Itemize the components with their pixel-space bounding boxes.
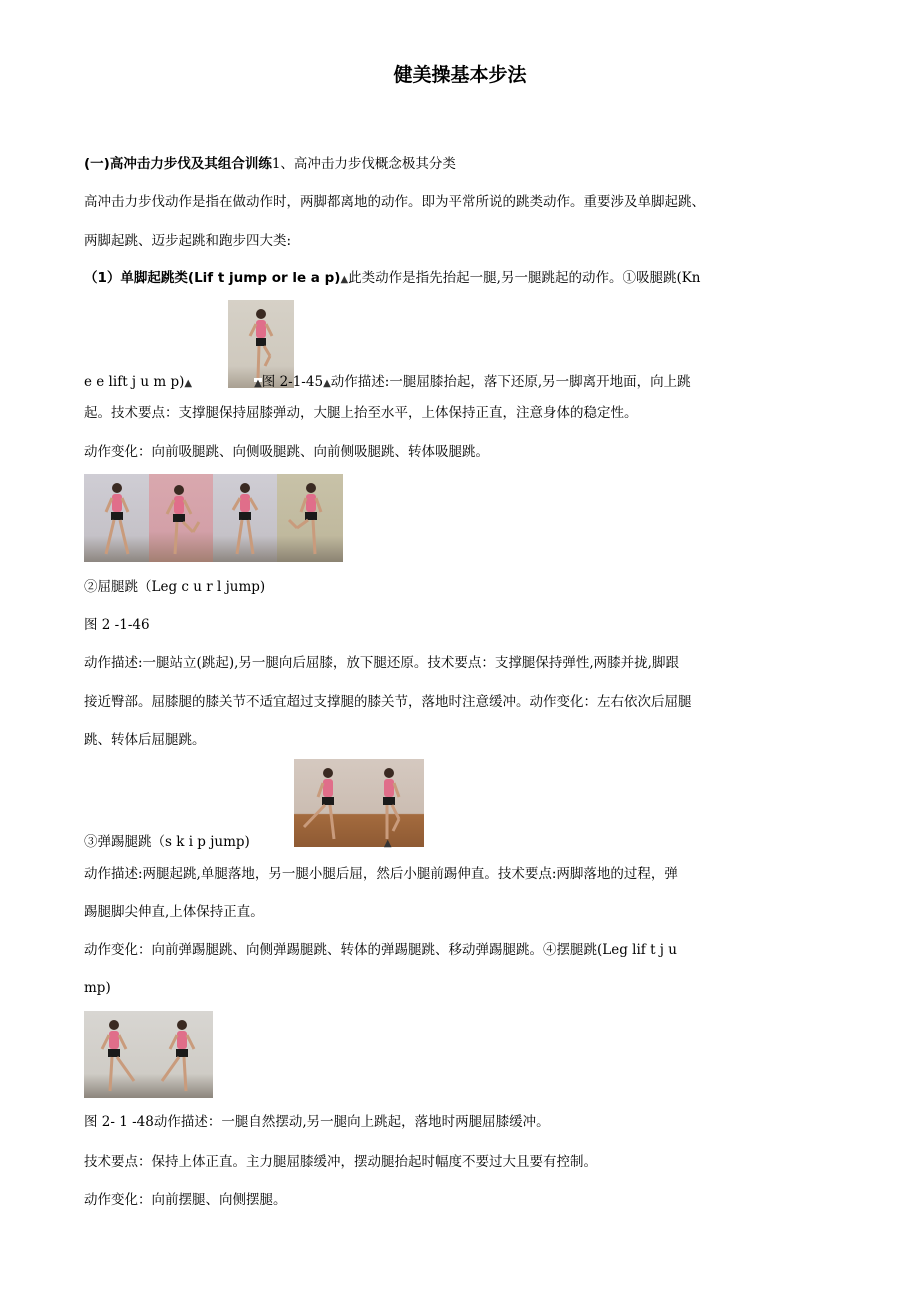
leg-curl-desc-1 xyxy=(84,653,679,673)
intro-line-2: 两脚起跳、迈步起跳和跑步四大类: xyxy=(84,233,292,249)
knee-lift-desc: 动作描述:一腿屈膝抬起，落下还原,另一脚离开地面，向上跳 xyxy=(330,374,691,390)
skip-desc-1: 动作描述:两腿起跳,单腿落地，另一腿小腿后屈，然后小腿前踢伸直。技术要点:两脚落地的过程，弹 xyxy=(84,866,678,882)
section-heading: (一)高冲击力步伐及其组合训练 xyxy=(84,156,272,172)
subsection-1-tail: 此类动作是指先抬起一腿,另一腿跳起的动作。①吸腿跳(Kn xyxy=(348,270,701,286)
knee-lift-prefix: e e lift j u m p) xyxy=(84,374,185,390)
page-title: 健美操基本步法 xyxy=(393,64,527,86)
mark-icon: ▲ xyxy=(323,378,331,389)
leg-curl-photo-4 xyxy=(277,474,343,562)
knee-lift-fig: 图 2-1-45 xyxy=(261,374,324,390)
mark-icon: ▲ xyxy=(340,274,349,285)
leg-curl-photo-3 xyxy=(213,474,277,562)
leg-curl-desc-1-text: 动作描述:一腿站立(跳起),另一腿向后屈膝，放下腿还原。技术要点：支撑腿保持弹性,两膝并拢,脚跟 xyxy=(84,655,679,671)
skip-var-2: mp) xyxy=(84,980,111,996)
leg-lift-variation: 动作变化：向前摆腿、向侧摆腿。 xyxy=(84,1192,287,1208)
leg-curl-photo-1 xyxy=(84,474,149,562)
section-heading-tail: 1、高冲击力步伐概念极其分类 xyxy=(271,156,456,172)
knee-lift-line-2: 起。技术要点：支撑腿保持屈膝弹动，大腿上抬至水平，上体保持正直，注意身体的稳定性。 xyxy=(84,405,638,421)
leg-curl-name: ②屈腿跳（Leg c u r l jump) xyxy=(84,579,266,595)
leg-lift-fig-desc: 图 2- 1 -48动作描述：一腿自然摆动,另一腿向上跳起，落地时两腿屈膝缓冲。 xyxy=(84,1114,550,1130)
mark-icon: ▲ xyxy=(383,838,392,849)
skip-desc-2: 踢腿脚尖伸直,上体保持正直。 xyxy=(84,904,264,920)
subsection-1-heading: （1）单脚起跳类(Lif t jump or le a p) xyxy=(84,270,341,286)
leg-lift-photo-2 xyxy=(148,1011,213,1098)
skip-var-1: 动作变化：向前弹踢腿跳、向侧弹踢腿跳、转体的弹踢腿跳、移动弹踢腿跳。④摆腿跳(Leg lif t j u xyxy=(84,942,677,958)
leg-curl-photo-2 xyxy=(149,474,213,562)
leg-lift-photo-1 xyxy=(84,1011,148,1098)
knee-lift-line xyxy=(84,372,691,394)
mark-icon: ▲ xyxy=(184,378,193,389)
section-heading-line xyxy=(84,154,456,174)
skip-name: ③弹踢腿跳（s k i p jump) xyxy=(84,834,250,850)
leg-curl-desc-2: 接近臀部。屈膝腿的膝关节不适宜超过支撑腿的膝关节，落地时注意缓冲。动作变化：左右依次后屈腿 xyxy=(84,694,692,710)
leg-curl-desc-3: 跳、转体后屈腿跳。 xyxy=(84,732,206,748)
intro-line-1: 高冲击力步伐动作是指在做动作时，两脚都离地的动作。即为平常所说的跳类动作。重要涉及单脚起跳、 xyxy=(84,194,705,210)
skip-name-line xyxy=(84,832,392,854)
knee-lift-variation: 动作变化：向前吸腿跳、向侧吸腿跳、向前侧吸腿跳、转体吸腿跳。 xyxy=(84,444,489,460)
leg-lift-tech: 技术要点：保持上体正直。主力腿屈膝缓冲，摆动腿抬起时幅度不要过大且要有控制。 xyxy=(84,1154,597,1170)
leg-curl-fig: 图 2 -1-46 xyxy=(84,617,150,633)
mark-icon: ▲ xyxy=(254,378,262,389)
subsection-1-line xyxy=(84,268,701,290)
